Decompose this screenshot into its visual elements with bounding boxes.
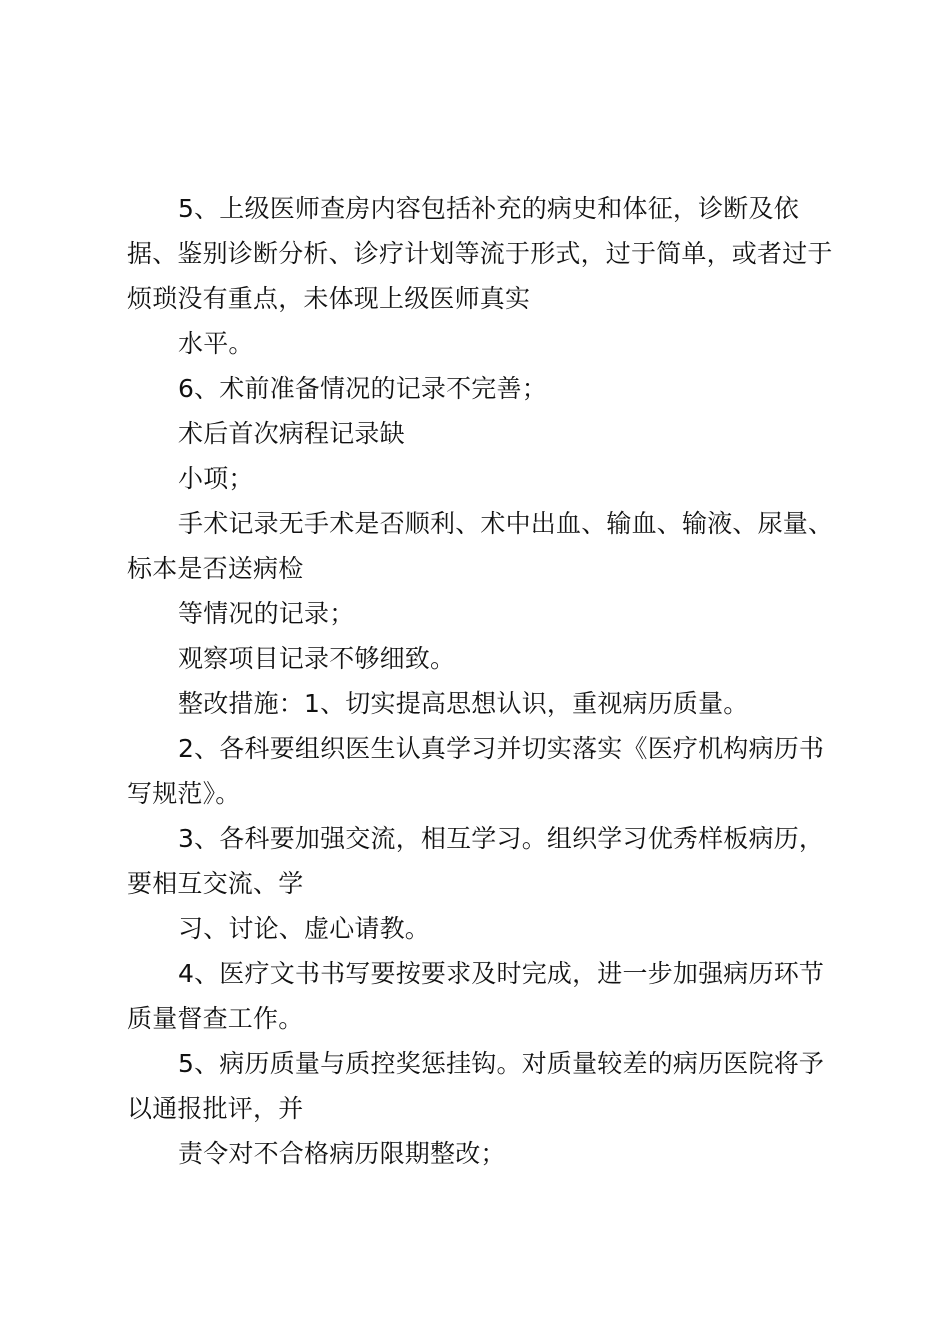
paragraph: 术后首次病程记录缺: [178, 419, 405, 448]
paragraph: 5、上级医师查房内容包括补充的病史和体征，诊断及依据、鉴别诊断分析、诊疗计划等流于形式，过于简单，或者过于烦琐没有重点，未体现上级医师真实: [127, 194, 833, 313]
paragraph: 2、各科要组织医生认真学习并切实落实《医疗机构病历书写规范》。: [127, 734, 825, 808]
paragraph: 习、讨论、虚心请教。: [178, 914, 431, 943]
paragraph: 5、病历质量与质控奖惩挂钩。对质量较差的病历医院将予以通报批评，并: [127, 1049, 825, 1123]
document-body: [127, 186, 847, 1176]
paragraph: 观察项目记录不够细致。: [178, 644, 456, 673]
paragraph: 水平。: [178, 329, 254, 358]
paragraph: 4、医疗文书书写要按要求及时完成，进一步加强病历环节质量督查工作。: [127, 959, 825, 1033]
paragraph: 等情况的记录；: [178, 599, 355, 628]
paragraph: 3、各科要加强交流，相互学习。组织学习优秀样板病历，要相互交流、学: [127, 824, 825, 898]
paragraph: 整改措施：1、切实提高思想认识，重视病历质量。: [178, 689, 749, 718]
paragraph: 小项；: [178, 464, 254, 493]
paragraph: 责令对不合格病历限期整改；: [178, 1139, 506, 1168]
paragraph: 手术记录无手术是否顺利、术中出血、输血、输液、尿量、标本是否送病检: [127, 509, 834, 583]
paragraph: 6、术前准备情况的记录不完善；: [178, 374, 547, 403]
